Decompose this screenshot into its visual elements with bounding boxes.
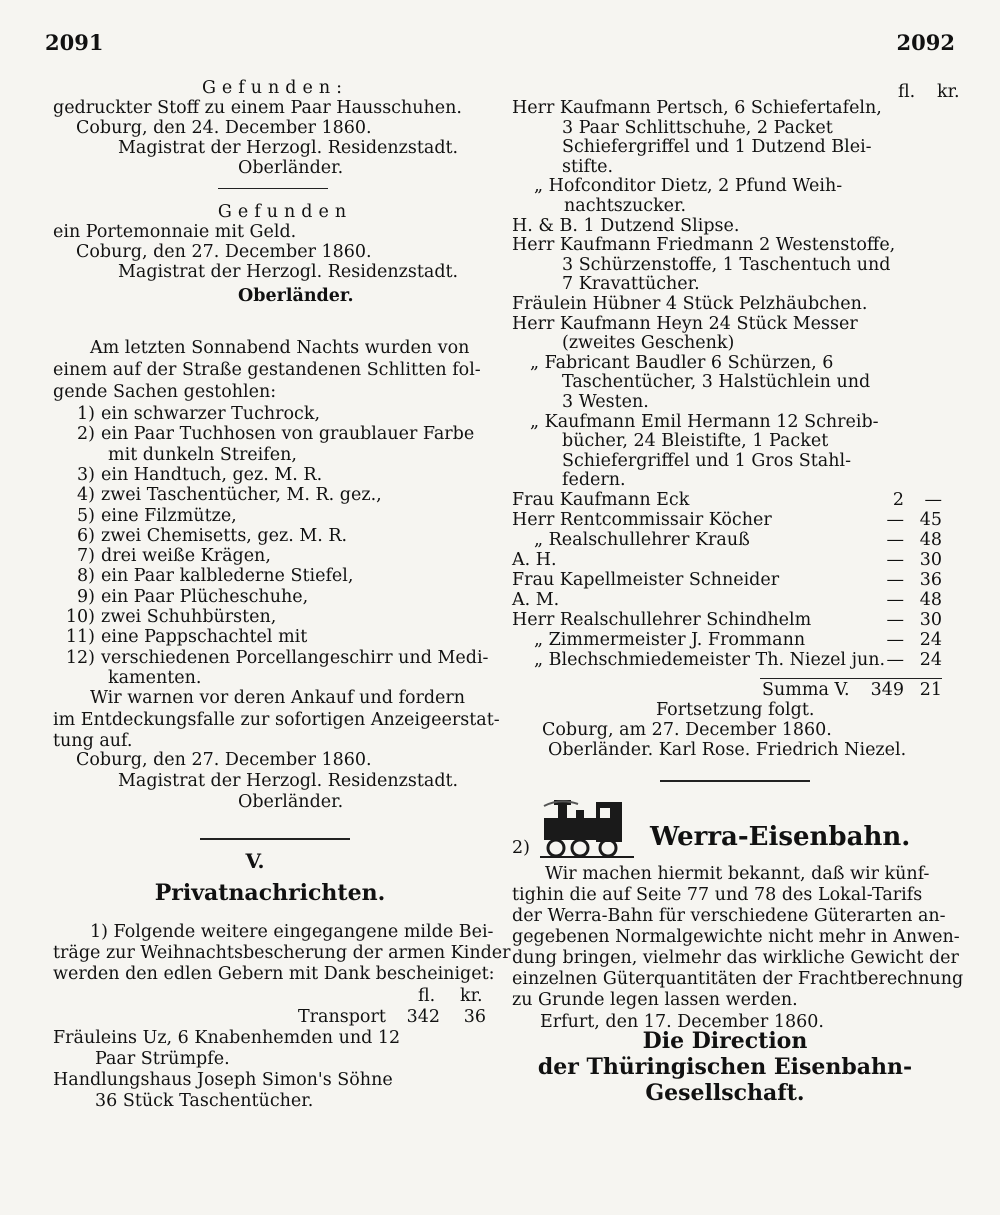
item-number: 8): [77, 566, 95, 587]
railway-notice-text: der Werra-Bahn für verschiedene Güterarten an-: [512, 906, 946, 926]
section-number: V.: [245, 849, 265, 873]
list-item: zwei Chemisetts, gez. M. R.: [101, 525, 348, 546]
money-kr: 30: [919, 610, 942, 630]
item-number: 5): [77, 505, 95, 526]
money-name: Herr Realschullehrer Schindhelm: [512, 610, 812, 630]
notice-signature: Oberländer.: [238, 792, 344, 812]
money-name: A. H.: [512, 550, 557, 570]
item-number: 3): [77, 464, 95, 485]
money-name: A. M.: [512, 590, 560, 610]
list-item: drei weiße Krägen,: [101, 546, 271, 567]
item-number: 10): [65, 607, 95, 627]
donation-entry: (zweites Geschenk): [562, 333, 735, 354]
summa-fl: 349: [870, 680, 904, 700]
money-fl: —: [886, 610, 904, 630]
donation-entry: nachtszucker.: [564, 196, 687, 216]
money-fl: —: [886, 530, 904, 550]
notice-line: Coburg, den 27. December 1860.: [76, 242, 372, 262]
money-name: Herr Rentcommissair Köcher: [512, 510, 772, 530]
item-number: 4): [77, 485, 95, 506]
donation-entry: „ Hofconditor Dietz, 2 Pfund Weih-: [534, 176, 843, 197]
list-item: verschiedenen Porcellangeschirr und Medi-: [101, 647, 489, 668]
railway-notice-text: Wir machen hiermit bekannt, daß wir künf-: [545, 864, 930, 884]
page-number-left: 2091: [45, 30, 104, 55]
unit-kr: kr.: [937, 82, 960, 102]
list-item: ein Handtuch, gez. M. R.: [101, 464, 323, 485]
donation-intro: 1) Folgende weitere eingegangene milde Bei-: [90, 922, 494, 942]
unit-fl: fl.: [418, 986, 436, 1006]
list-item: eine Pappschachtel mit: [101, 627, 308, 648]
money-fl: 2: [892, 490, 904, 510]
continuation-note: Fortsetzung folgt.: [656, 700, 815, 720]
money-kr: 30: [919, 550, 942, 570]
donation-entry: 3 Schürzenstoffe, 1 Taschentuch und: [562, 254, 891, 275]
list-item: kamenten.: [108, 667, 202, 688]
money-kr: 24: [919, 630, 942, 650]
notice-line: gedruckter Stoff zu einem Paar Hausschuhen.: [53, 98, 462, 118]
notice-number: 2): [512, 838, 530, 858]
railway-notice-text: zu Grunde legen lassen werden.: [512, 990, 798, 1010]
money-fl: —: [886, 630, 904, 650]
railway-notice-text: gegebenen Normalgewichte nicht mehr in Anwen-: [512, 927, 960, 947]
railway-title: Werra-Eisenbahn.: [650, 822, 911, 852]
list-item: ein schwarzer Tuchrock,: [101, 404, 321, 424]
list-item: zwei Taschentücher, M. R. gez.,: [101, 485, 382, 506]
donation-entry: Herr Kaufmann Heyn 24 Stück Messer: [512, 313, 858, 334]
donation-entry: „ Fabricant Baudler 6 Schürzen, 6: [530, 352, 834, 373]
donation-entry: federn.: [562, 470, 626, 491]
donation-entry: Fräulein Hübner 4 Stück Pelzhäubchen.: [512, 294, 868, 314]
money-name: Frau Kapellmeister Schneider: [512, 570, 780, 590]
donation-entry: Herr Kaufmann Friedmann 2 Westenstoffe,: [512, 235, 896, 256]
notice-line: Magistrat der Herzogl. Residenzstadt.: [118, 138, 459, 158]
money-name: Frau Kaufmann Eck: [512, 490, 690, 510]
page-number-right: 2092: [896, 30, 955, 55]
donation-entry: Schiefergriffel und 1 Gros Stahl-: [562, 450, 851, 471]
signature-line: Gesellschaft.: [645, 1080, 805, 1106]
warning-text: tung auf.: [53, 731, 133, 751]
money-name: „ Zimmermeister J. Frommann: [534, 630, 806, 650]
item-number: 12): [65, 647, 95, 668]
item-number: 1): [77, 404, 95, 424]
notice-found-title: Gefunden: [217, 202, 353, 222]
notice-line: Magistrat der Herzogl. Residenzstadt.: [118, 771, 459, 791]
divider: [660, 780, 810, 782]
section-heading: Privatnachrichten.: [154, 880, 386, 906]
money-kr: 24: [919, 650, 942, 670]
railway-notice-text: tighin die auf Seite 77 und 78 des Lokal-Tarifs: [512, 885, 923, 905]
item-number: 6): [77, 525, 95, 546]
warning-text: Wir warnen vor deren Ankauf und fordern: [90, 688, 466, 708]
railway-notice-text: dung bringen, vielmehr das wirkliche Gewicht der: [512, 948, 959, 968]
list-item: ein Paar kalblederne Stiefel,: [101, 566, 354, 587]
money-kr: —: [924, 490, 942, 510]
list-item: mit dunkeln Streifen,: [108, 444, 297, 465]
list-item: zwei Schuhbürsten,: [101, 607, 277, 627]
notice-line: ein Portemonnaie mit Geld.: [53, 222, 297, 242]
theft-intro: Am letzten Sonnabend Nachts wurden von: [90, 338, 470, 358]
donation-entry: H. & B. 1 Dutzend Slipse.: [512, 215, 740, 236]
donor-line: Fräuleins Uz, 6 Knabenhemden und 12: [53, 1028, 401, 1048]
signature-line: Die Direction: [642, 1028, 808, 1054]
warning-text: im Entdeckungsfalle zur sofortigen Anzeigeerstat-: [53, 710, 500, 730]
money-fl: —: [886, 570, 904, 590]
money-name: „ Realschullehrer Krauß: [534, 530, 750, 550]
transport-fl: 342: [406, 1007, 440, 1027]
money-kr: 48: [919, 590, 942, 610]
list-item: eine Filzmütze,: [101, 505, 237, 526]
money-fl: —: [886, 550, 904, 570]
donation-entry: „ Kaufmann Emil Hermann 12 Schreib-: [530, 411, 879, 432]
donation-entry: bücher, 24 Bleistifte, 1 Packet: [562, 431, 829, 452]
money-fl: —: [886, 510, 904, 530]
donation-entry: Schiefergriffel und 1 Dutzend Blei-: [562, 137, 872, 158]
unit-fl: fl.: [898, 82, 916, 102]
transport-kr: 36: [463, 1007, 486, 1027]
donation-intro: träge zur Weihnachtsbescherung der armen Kinder: [53, 943, 511, 963]
signers: Oberländer. Karl Rose. Friedrich Niezel.: [548, 740, 907, 760]
donation-entry: Herr Kaufmann Pertsch, 6 Schiefertafeln,: [512, 98, 882, 118]
place-date: Coburg, am 27. December 1860.: [542, 720, 832, 740]
notice-signature: Oberländer.: [238, 158, 344, 178]
theft-intro: einem auf der Straße gestandenen Schlitten fol-: [53, 360, 481, 380]
item-number: 9): [77, 586, 95, 607]
sum-rule: [760, 678, 942, 679]
donation-entry: 3 Westen.: [562, 392, 649, 412]
list-item: ein Paar Tuchhosen von graublauer Farbe: [101, 424, 475, 445]
locomotive-icon: [540, 796, 634, 860]
summa-kr: 21: [919, 680, 942, 700]
item-number: 7): [77, 546, 95, 567]
money-kr: 48: [919, 530, 942, 550]
notice-found-title: Gefunden:: [201, 78, 349, 98]
donation-entry: 7 Kravattücher.: [562, 274, 700, 295]
item-number: 2): [77, 424, 95, 445]
donor-line: Paar Strümpfe.: [95, 1049, 230, 1069]
notice-line: Coburg, den 24. December 1860.: [76, 118, 372, 138]
notice-line: Coburg, den 27. December 1860.: [76, 750, 372, 770]
donor-line: Handlungshaus Joseph Simon's Söhne: [53, 1070, 393, 1090]
donation-intro: werden den edlen Gebern mit Dank bescheiniget:: [53, 964, 495, 984]
money-fl: —: [886, 650, 904, 670]
donation-entry: Taschentücher, 3 Halstüchlein und: [562, 372, 871, 393]
item-number: 11): [65, 627, 95, 648]
notice-signature: Oberländer.: [238, 286, 354, 306]
notice-line: Magistrat der Herzogl. Residenzstadt.: [118, 262, 459, 282]
theft-intro: gende Sachen gestohlen:: [53, 382, 277, 402]
donation-entry: stifte.: [562, 156, 614, 177]
donation-entry: 3 Paar Schlittschuhe, 2 Packet: [562, 117, 833, 138]
donor-line: 36 Stück Taschentücher.: [95, 1091, 314, 1111]
money-kr: 45: [919, 510, 942, 530]
divider: [218, 188, 328, 189]
signature-line: der Thüringischen Eisenbahn-: [537, 1054, 913, 1080]
transport-label: Transport: [298, 1007, 386, 1027]
railway-notice-text: einzelnen Güterquantitäten der Frachtberechnung: [512, 969, 964, 989]
money-name: „ Blechschmiedemeister Th. Niezel jun.: [534, 650, 886, 670]
list-item: ein Paar Plücheschuhe,: [101, 586, 309, 607]
summa-label: Summa V.: [762, 680, 850, 700]
money-fl: —: [886, 590, 904, 610]
place-date: Erfurt, den 17. December 1860.: [540, 1012, 824, 1032]
unit-kr: kr.: [460, 986, 483, 1006]
section-divider: [200, 838, 350, 840]
money-kr: 36: [919, 570, 942, 590]
